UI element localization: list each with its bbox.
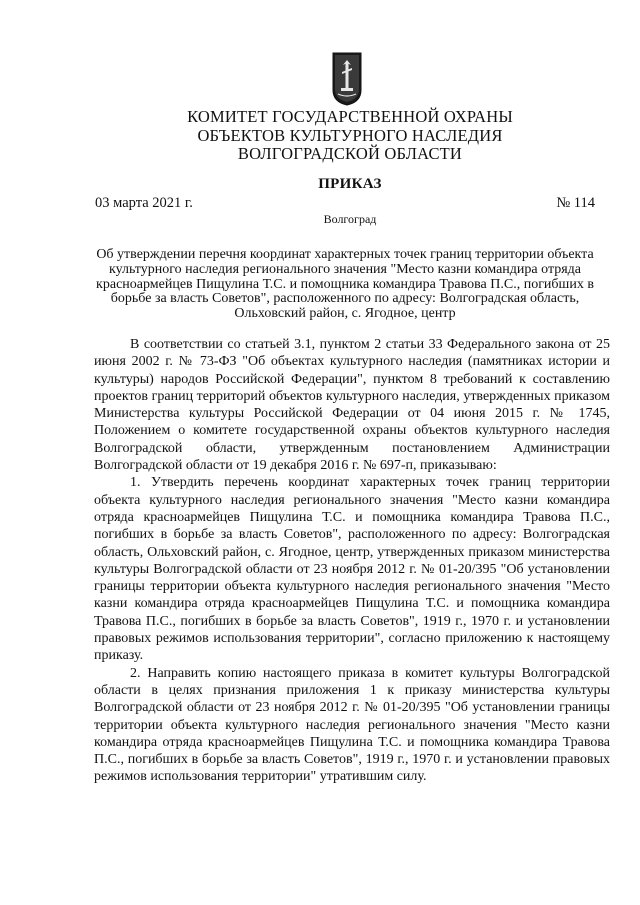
document-city: Волгоград bbox=[323, 212, 377, 226]
document-body bbox=[94, 336, 610, 786]
document-date: 03 марта 2021 г. bbox=[95, 195, 193, 211]
item-1-paragraph: 1. Утвердить перечень координат характерных точек границ территории объекта культурного наследия регионального значения "Место казни командира отряда красноармейцев Пищулина Т.С. и помощника командира Травова П.С., погибших в борьбе за власть Советов", расположенного по адресу: Волгоградская область, Ольховский район, с. Ягодное, центр, утвержденных приказом министерства культуры Волгоградской области от 23 ноября 2012 г. № 01-20/395 "Об установлении границы территории объекта культурного наследия регионального значения "Место казни командира отряда красноармейцев Пищулина Т.С. и помощника командира Травова П.С., погибших в борьбе за власть Советов", 1919 г., 1970 г. и установлении правовых режимов использования территории", согласно приложению к настоящему приказу. bbox=[94, 475, 610, 664]
org-line-1: КОМИТЕТ ГОСУДАРСТВЕННОЙ ОХРАНЫ bbox=[187, 107, 513, 126]
document-type: ПРИКАЗ bbox=[318, 176, 382, 192]
document-subject: Об утверждении перечня координат характерных точек границ территории объекта культурного наследия регионального значения "Место казни командира отряда красноармейцев Пищулина Т.С. и помощника командира Травова П.С., погибших в борьбе за власть Советов", расположенного по адресу: Волгоградская область, Ольховский район, с. Ягодное, центр bbox=[96, 247, 594, 322]
org-line-3: ВОЛГОГРАДСКОЙ ОБЛАСТИ bbox=[237, 144, 463, 163]
volgograd-coat-of-arms-icon bbox=[332, 52, 362, 106]
organization-name bbox=[140, 108, 560, 164]
preamble-paragraph: В соответствии со статьей 3.1, пунктом 2 статьи 33 Федерального закона от 25 июня 2002 г. № 73-ФЗ "Об объектах культурного наследия (памятниках истории и культуры) народов Российской Федерации", пунктом 8 требований к составлению проектов границ территорий объектов культурного наследия, утвержденных приказом Министерства культуры Российской Федерации от 04 июня 2015 г. № 1745, Положением о комитете государственной охраны объектов культурного наследия Волгоградской области, утвержденным постановлением Администрации Волгоградской области от 19 декабря 2016 г. № 697-п, приказываю: bbox=[94, 337, 610, 474]
item-2-paragraph: 2. Направить копию настоящего приказа в комитет культуры Волгоградской области в целях признания приложения 1 к приказу министерства культуры Волгоградской области от 23 ноября 2012 г. № 01-20/395 "Об установлении границы территории объекта культурного наследия регионального значения "Место казни командира отряда красноармейцев Пищулина Т.С. и помощника командира Травова П.С., погибших в борьбе за власть Советов", 1919 г., 1970 г. и установлении правовых режимов использования территории" утратившим силу. bbox=[94, 665, 610, 785]
document-number: № 114 bbox=[556, 195, 595, 211]
org-line-2: ОБЪЕКТОВ КУЛЬТУРНОГО НАСЛЕДИЯ bbox=[197, 125, 503, 145]
